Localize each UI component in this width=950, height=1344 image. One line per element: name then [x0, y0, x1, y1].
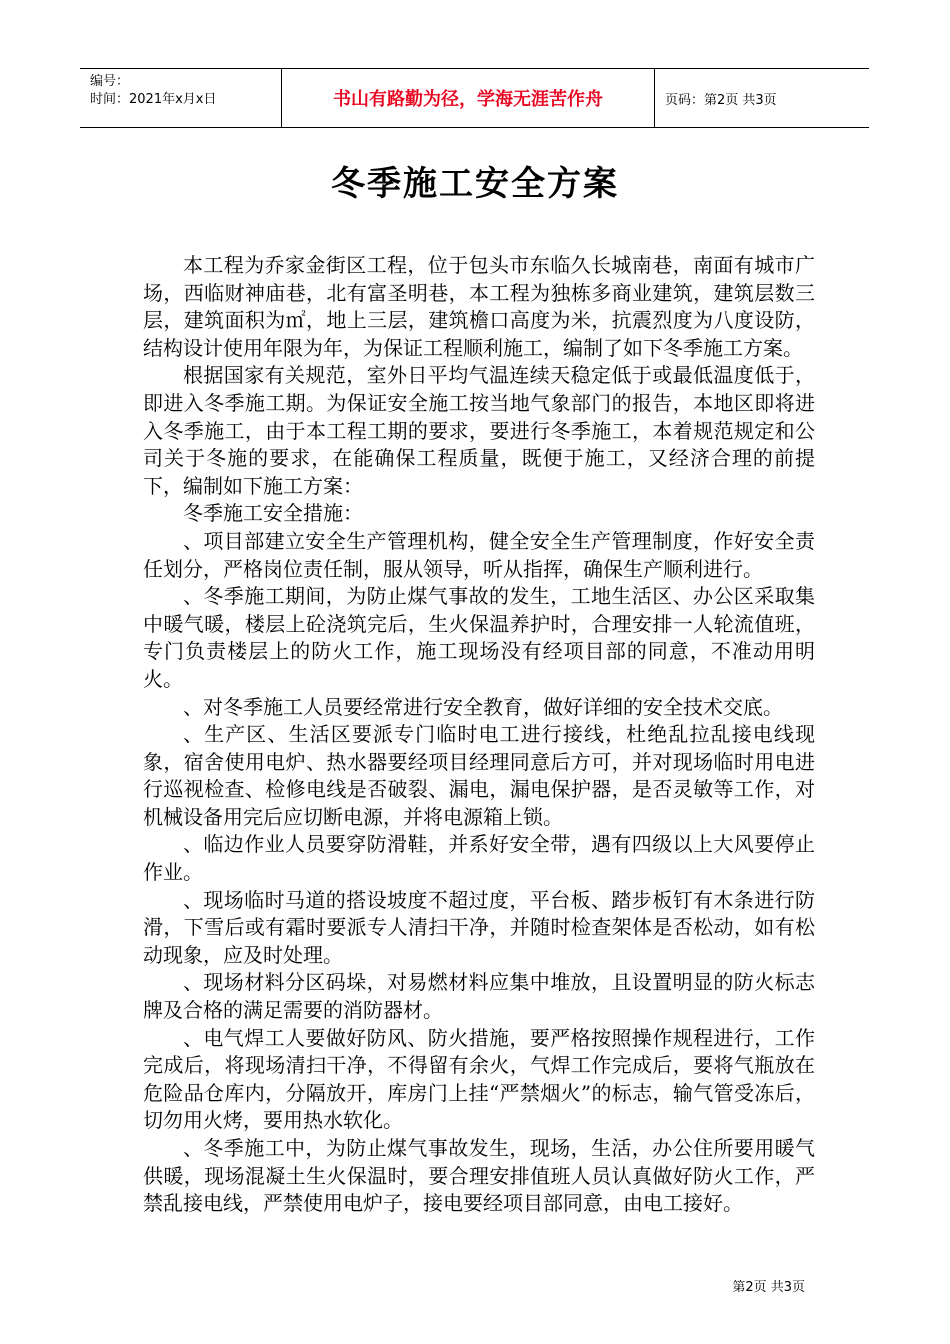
page-header: [80, 68, 869, 128]
paragraph: 、冬季施工期间，为防止煤气事故的发生，工地生活区、办公区采取集中暖气暖，楼层上砼浇筑完后，生火保温养护时，合理安排一人轮流值班，专门负责楼层上的防火工作，施工现场没有经项目部的同意，不准动用明火。: [143, 584, 815, 691]
header-meta: [80, 69, 281, 127]
paragraph: 、项目部建立安全生产管理机构，健全安全生产管理制度，作好安全责任划分，严格岗位责任制，服从领导，听从指挥，确保生产顺利进行。: [143, 528, 815, 581]
paragraph: 冬季施工安全措施：: [183, 501, 363, 526]
date-line: 时间：2021年x月x日: [90, 92, 217, 107]
document-title: 冬季施工安全方案: [331, 164, 619, 204]
paragraph: 、现场材料分区码垛，对易燃材料应集中堆放，且设置明显的防火标志牌及合格的满足需要的消防器材。: [143, 970, 815, 1023]
paragraph: 本工程为乔家金街区工程，位于包头市东临久长城南巷，南面有城市广场，西临财神庙巷，北有富圣明巷，本工程为独栋多商业建筑，建筑层数三层，建筑面积为㎡，地上三层，建筑檐口高度为米，抗震烈度为八度设防，结构设计使用年限为年，为保证工程顺利施工，编制了如下冬季施工方案。: [143, 253, 815, 360]
paragraph: 、临边作业人员要穿防滑鞋，并系好安全带，遇有四级以上大风要停止作业。: [143, 832, 815, 885]
document-body: [143, 252, 815, 1218]
paragraph: 、对冬季施工人员要经常进行安全教育，做好详细的安全技术交底。: [183, 694, 783, 719]
paragraph: 、生产区、生活区要派专门临时电工进行接线，杜绝乱拉乱接电线现象，宿舍使用电炉、热水器要经项目经理同意后方可，并对现场临时用电进行巡视检查、检修电线是否破裂、漏电，漏电保护器，是否灵敏等工作，对机械设备用完后应切断电源，并将电源箱上锁。: [143, 722, 815, 829]
paragraph: 、现场临时马道的搭设坡度不超过度，平台板、踏步板钉有木条进行防滑，下雪后或有霜时要派专人清扫干净，并随时检查架体是否松动，如有松动现象，应及时处理。: [143, 887, 815, 967]
paragraph: 根据国家有关规范，室外日平均气温连续天稳定低于或最低温度低于，即进入冬季施工期。为保证安全施工按当地气象部门的报告，本地区即将进入冬季施工，由于本工程工期的要求，要进行冬季施工，本着规范规定和公司关于冬施的要求，在能确保工程质量，既便于施工，又经济合理的前提下，编制如下施工方案：: [143, 363, 815, 498]
header-motto: 书山有路勤为径，学海无涯苦作舟: [281, 69, 655, 127]
page-footer: 第2页 共3页: [732, 1280, 805, 1295]
paragraph: 、冬季施工中，为防止煤气事故发生，现场，生活，办公住所要用暖气供暖，现场混凝土生火保温时，要合理安排值班人员认真做好防火工作，严禁乱接电线，严禁使用电炉子，接电要经项目部同意，由电工接好。: [143, 1136, 815, 1216]
serial-label: 编号：: [90, 74, 130, 89]
header-page-info: 页码：第2页 共3页: [665, 92, 777, 108]
paragraph: 、电气焊工人要做好防风、防火措施，要严格按照操作规程进行，工作完成后，将现场清扫干净，不得留有余火，气焊工作完成后，要将气瓶放在危险品仓库内，分隔放开，库房门上挂“严禁烟火”的标志，输气管受冻后，切勿用火烤，要用热水软化。: [143, 1025, 815, 1133]
